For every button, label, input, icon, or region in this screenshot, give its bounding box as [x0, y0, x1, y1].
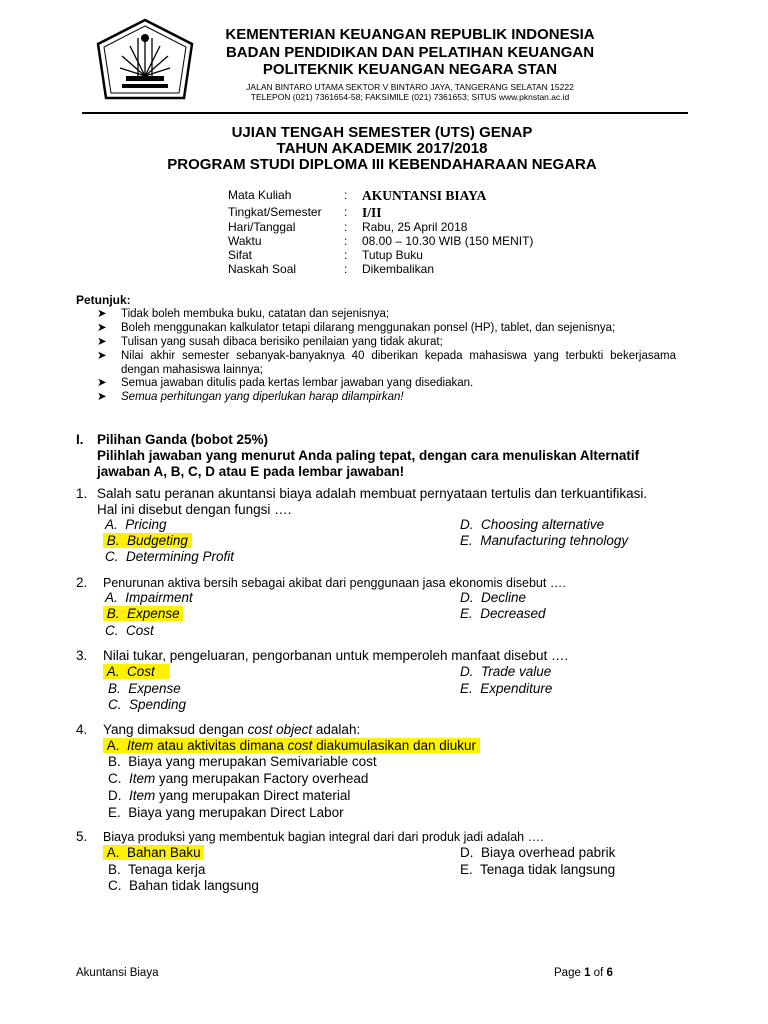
info-value: Rabu, 25 April 2018: [362, 220, 468, 234]
option-answer-highlight: [103, 664, 170, 679]
option-text: Decline: [481, 590, 527, 605]
option-letter: E.: [460, 606, 473, 621]
option-highlighted: [103, 738, 480, 754]
info-value: I/II: [362, 205, 382, 220]
option-letter: D.: [460, 590, 474, 605]
option-text: Pricing: [125, 517, 167, 532]
option: [108, 878, 259, 894]
option-text: Expense: [127, 606, 180, 621]
question-number: 1.: [76, 486, 88, 501]
info-label: Waktu: [228, 234, 262, 248]
option: [105, 623, 154, 639]
option-text: Budgeting: [127, 533, 188, 548]
option-text: Impairment: [125, 590, 193, 605]
info-label: Sifat: [228, 248, 253, 262]
option-letter: D.: [460, 517, 474, 532]
info-label: Hari/Tanggal: [228, 220, 296, 234]
instruction-item: Semua jawaban ditulis pada kertas lembar jawaban yang disediakan.: [121, 377, 474, 389]
option: [105, 549, 234, 565]
option-highlighted: [103, 606, 183, 622]
option: [460, 517, 604, 533]
option-letter: B.: [106, 533, 120, 548]
question-number: 5.: [76, 829, 88, 844]
option-text: Spending: [129, 697, 187, 712]
option-letter: D.: [460, 845, 474, 860]
page-word: Page: [554, 967, 581, 979]
header-divider: [82, 112, 688, 114]
option-letter: C.: [105, 623, 119, 638]
instruction-item: Nilai akhir semester sebanyak-banyaknya 40 diberikan kepada mahasiswa yang terbukti bekerjasama dengan mahasiswa lainnya;: [121, 350, 676, 376]
header-contact: TELEPON (021) 7361654-58; FAKSIMILE (021) 7361653; SITUS www.pknstan.ac.id: [250, 92, 570, 102]
option-letter: C.: [108, 878, 122, 893]
option-letter: C.: [108, 771, 122, 786]
section-number: I.: [76, 432, 84, 447]
option-letter: C.: [108, 697, 122, 712]
arrow-bullet-icon: ➤: [97, 322, 107, 334]
option: [105, 517, 167, 533]
option-letter: A.: [106, 664, 120, 679]
option-letter: A.: [105, 517, 118, 532]
question-number: 4.: [76, 722, 88, 737]
option-text: Choosing alternative: [481, 517, 605, 532]
arrow-bullet-icon: ➤: [97, 377, 107, 389]
question-text: Salah satu peranan akuntansi biaya adalah membuat pernyataan tertulis dan terkuantifikasi.: [97, 486, 648, 501]
page-total: 6: [606, 967, 613, 979]
option: [108, 771, 368, 787]
study-program: PROGRAM STUDI DIPLOMA III KEBENDAHARAAN NEGARA: [167, 156, 597, 173]
option: [108, 805, 344, 821]
option-letter: A.: [106, 738, 120, 753]
option-letter: B.: [108, 754, 121, 769]
option-text: yang merupakan Factory overhead: [155, 771, 369, 786]
option-letter: E.: [460, 681, 473, 696]
option-answer-highlight: [103, 738, 480, 753]
option-text: Expense: [128, 681, 181, 696]
option: [108, 788, 350, 804]
option: [460, 590, 526, 606]
question-text-term: cost object: [247, 722, 313, 737]
question-text: [103, 722, 360, 738]
option-text: Manufacturing tehnology: [480, 533, 629, 548]
info-label: Mata Kuliah: [228, 188, 292, 202]
instruction-item: Semua perhitungan yang diperlukan harap dilampirkan!: [121, 391, 404, 403]
option: [105, 590, 193, 606]
info-value: AKUNTANSI BIAYA: [362, 188, 487, 203]
info-colon: :: [344, 220, 348, 234]
info-colon: :: [344, 262, 348, 276]
option-text: Determining Profit: [126, 549, 235, 564]
page-number: 1: [584, 967, 591, 979]
option-term: Item: [129, 788, 156, 803]
option-letter: B.: [108, 862, 121, 877]
question-text-part: adalah:: [312, 722, 361, 737]
footer-course: Akuntansi Biaya: [76, 967, 159, 979]
option-text: Expenditure: [480, 681, 553, 696]
option-text: Cost: [126, 623, 154, 638]
exam-title: UJIAN TENGAH SEMESTER (UTS) GENAP: [231, 124, 533, 141]
option: [460, 664, 551, 680]
option-term: Item: [129, 771, 156, 786]
option: [460, 845, 615, 861]
kemenkeu-logo: [92, 18, 198, 102]
instruction-item: Tidak boleh membuka buku, catatan dan sejenisnya;: [121, 308, 390, 320]
page-indicator: [554, 967, 613, 979]
info-value: Dikembalikan: [362, 262, 435, 276]
option-text: Tenaga kerja: [128, 862, 206, 877]
question-text-part: Yang dimaksud dengan: [103, 722, 248, 737]
header-school: POLITEKNIK KEUANGAN NEGARA STAN: [262, 61, 558, 78]
option-letter: E.: [460, 533, 473, 548]
option: [108, 681, 181, 697]
option-highlighted: [103, 845, 204, 861]
option-letter: E.: [108, 805, 121, 820]
question-number: 3.: [76, 648, 88, 663]
option-text: Trade value: [481, 664, 552, 679]
option-highlighted: [103, 664, 170, 680]
question-number: 2.: [76, 575, 88, 590]
option-term: cost: [287, 738, 313, 753]
section-title: Pilihan Ganda (bobot 25%): [97, 432, 269, 447]
option-text: Bahan tidak langsung: [129, 878, 259, 893]
arrow-bullet-icon: ➤: [97, 336, 107, 348]
info-colon: :: [344, 248, 348, 262]
option-letter: A.: [105, 590, 118, 605]
option-text: Biaya yang merupakan Direct Labor: [128, 805, 344, 820]
option-text: yang merupakan Direct material: [155, 788, 351, 803]
option-text: Decreased: [480, 606, 546, 621]
of-word: of: [593, 967, 604, 979]
arrow-bullet-icon: ➤: [97, 391, 107, 403]
instruction-item: Boleh menggunakan kalkulator tetapi dilarang menggunakan ponsel (HP), tablet, dan sejenisnya;: [121, 322, 616, 334]
option-answer-highlight: [103, 533, 192, 548]
info-value: Tutup Buku: [362, 248, 423, 262]
option-text: atau aktivitas dimana: [153, 738, 288, 753]
option-letter: D.: [108, 788, 122, 803]
info-colon: :: [344, 188, 348, 202]
option-highlighted: [103, 533, 192, 549]
info-colon: :: [344, 205, 348, 219]
question-text: Nilai tukar, pengeluaran, pengorbanan untuk memperoleh manfaat disebut ….: [103, 648, 569, 663]
option-letter: B.: [106, 606, 120, 621]
option-letter: D.: [460, 664, 474, 679]
option-term: Item: [127, 738, 154, 753]
question-text: Hal ini disebut dengan fungsi ….: [97, 502, 292, 517]
option-letter: C.: [105, 549, 119, 564]
option-text: Bahan Baku: [127, 845, 201, 860]
option-text: Tenaga tidak langsung: [480, 862, 616, 877]
option-text: Cost: [127, 664, 155, 679]
option-text: diakumulasikan dan diukur: [312, 738, 477, 753]
info-value: 08.00 – 10.30 WIB (150 MENIT): [362, 234, 534, 248]
option-letter: B.: [108, 681, 121, 696]
option: [108, 754, 377, 770]
option-answer-highlight: [103, 845, 204, 860]
info-colon: :: [344, 234, 348, 248]
section-instruction: Pilihlah jawaban yang menurut Anda paling tepat, dengan cara menuliskan Alternatif jawaban A, B, C, D atau E pada lembar jawaban!: [97, 448, 640, 479]
option: [460, 533, 628, 549]
question-text: Biaya produksi yang membentuk bagian integral dari dari produk jadi adalah ….: [103, 830, 544, 844]
option: [460, 681, 552, 697]
academic-year: TAHUN AKADEMIK 2017/2018: [276, 140, 488, 157]
question-text: Penurunan aktiva bersih sebagai akibat dari penggunaan jasa ekonomis disebut ….: [103, 576, 566, 590]
option-answer-highlight: [103, 606, 183, 621]
header-ministry: KEMENTERIAN KEUANGAN REPUBLIK INDONESIA: [225, 26, 595, 43]
header-agency: BADAN PENDIDIKAN DAN PELATIHAN KEUANGAN: [225, 44, 595, 61]
option: [460, 606, 546, 622]
option: [108, 862, 205, 878]
arrow-bullet-icon: ➤: [97, 308, 107, 320]
header-address: JALAN BINTARO UTAMA SEKTOR V BINTARO JAYA, TANGERANG SELATAN 15222: [246, 82, 574, 92]
option-letter: E.: [460, 862, 473, 877]
option-letter: A.: [106, 845, 120, 860]
arrow-bullet-icon: ➤: [97, 350, 107, 362]
option: [460, 862, 615, 878]
option-text: Biaya yang merupakan Semivariable cost: [128, 754, 377, 769]
instruction-item: Tulisan yang susah dibaca berisiko penilaian yang tidak akurat;: [121, 336, 443, 348]
info-label: Tingkat/Semester: [228, 205, 322, 219]
instructions-heading: Petunjuk:: [76, 293, 131, 307]
option-text: Biaya overhead pabrik: [481, 845, 616, 860]
info-label: Naskah Soal: [228, 262, 297, 276]
option: [108, 697, 186, 713]
